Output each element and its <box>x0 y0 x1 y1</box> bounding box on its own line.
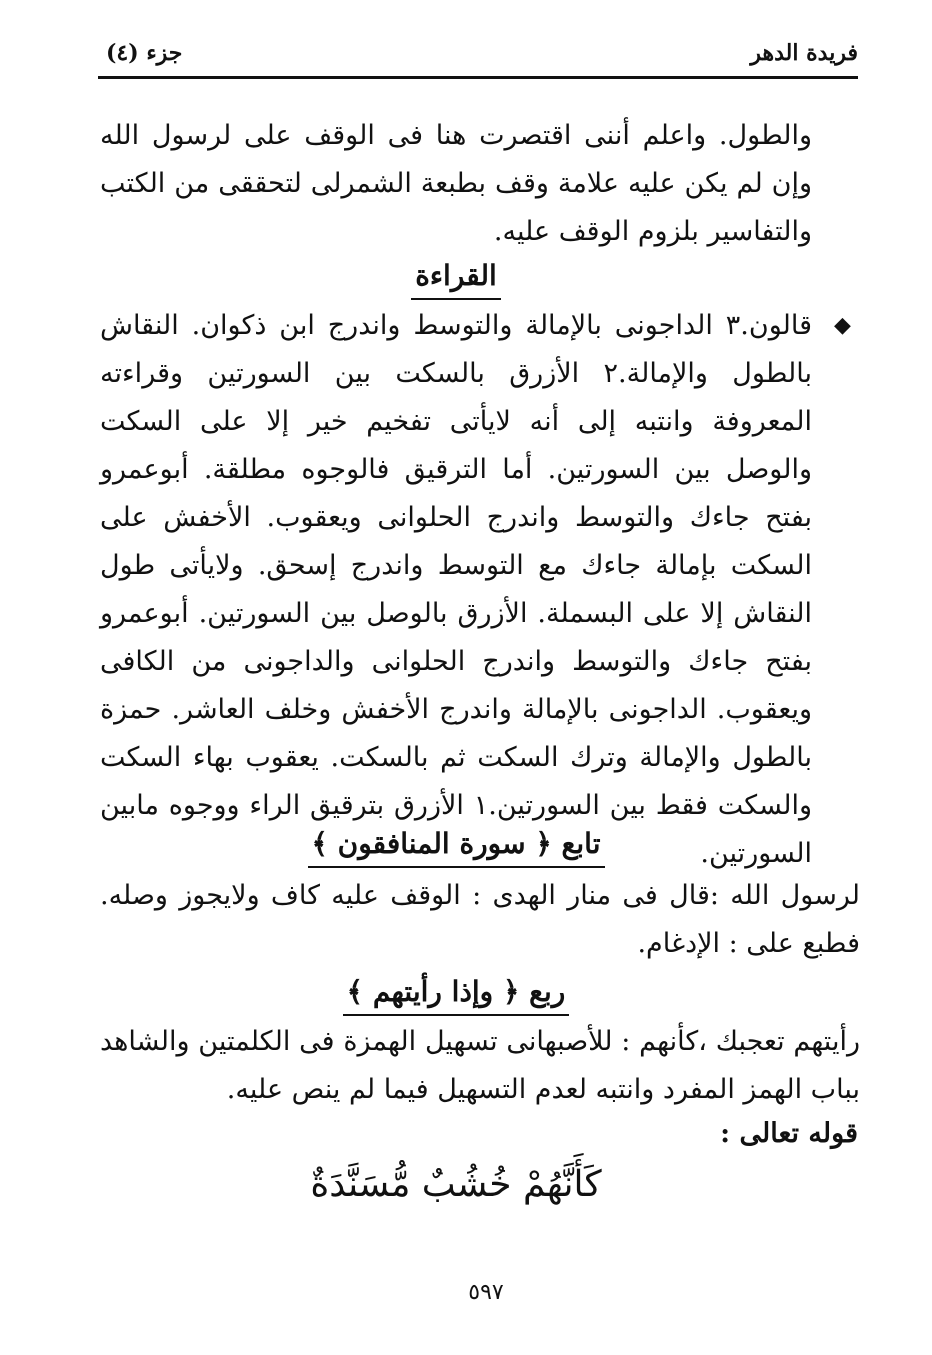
surah-heading-text: تابع ﴿ سورة المنافقون ﴾ <box>308 824 605 868</box>
qiraah-paragraph: قالون.٣ الداجونى بالإمالة والتوسط واندرج ابن ذكوان. النقاش بالطول والإمالة.٢ الأزرق بالسكت بين السورتين وقراءته المعروفة وانتبه إلى أنه لايأتى تفخيم خير إلا على السكت والوصل بين السورتين. أما الترقيق فالوجوه مطلقة. أبوعمرو بفتح جاءك والتوسط واندرج الحلوانى ويعقوب. الأخفش على السكت بإمالة جاءك مع التوسط واندرج إسحق. ولايأتى طول النقاش إلا على البسملة. الأزرق بالوصل بين السورتين. أبوعمرو بفتح جاءك والتوسط واندرج الحلوانى والداجونى من الكافى ويعقوب. الداجونى بالإمالة واندرج الأخفش وخلف العاشر. حمزة بالطول والإمالة وترك السكت ثم بالسكت. يعقوب بهاء السكت والسكت فقط بين السورتين.١ الأزرق بترقيق الراء ووجوه مابين السورتين. <box>100 310 812 869</box>
surah-heading <box>100 824 812 868</box>
intro-paragraph: والطول. واعلم أننى اقتصرت هنا فى الوقف على لرسول الله وإن لم يكن عليه علامة وقف بطبعة الشمرلى لتحققى من الكتب والتفاسير بلزوم الوقف عليه. <box>100 120 812 247</box>
book-title: فريدة الدهر <box>750 40 858 66</box>
rub-heading <box>100 972 812 1016</box>
rub-heading-text: ربع ﴿ وإذا رأيتهم ﴾ <box>343 972 570 1016</box>
running-header <box>98 40 858 79</box>
page-number: ٥٩٧ <box>468 1280 504 1305</box>
diamond-bullet-icon: ◆ <box>834 313 851 338</box>
qiraah-heading-text: القراءة <box>411 256 501 300</box>
rub-paragraph: رأيتهم تعجبك ،كأنهم : للأصبهانى تسهيل الهمزة فى الكلمتين والشاهد بباب الهمز المفرد وانتبه لعدم التسهيل فيما لم ينص عليه. <box>100 1026 860 1105</box>
surah-paragraph: لرسول الله :قال فى منار الهدى : الوقف عليه كاف ولايجوز وصله. فطبع على : الإدغام. <box>100 880 860 959</box>
qiraah-heading <box>100 256 812 300</box>
quran-verse: كَأَنَّهُمْ خُشُبٌ مُّسَنَّدَةٌ <box>310 1164 602 1205</box>
qawluhu-label: قوله تعالى : <box>720 1118 858 1149</box>
part-number: جزء (٤) <box>106 40 183 66</box>
